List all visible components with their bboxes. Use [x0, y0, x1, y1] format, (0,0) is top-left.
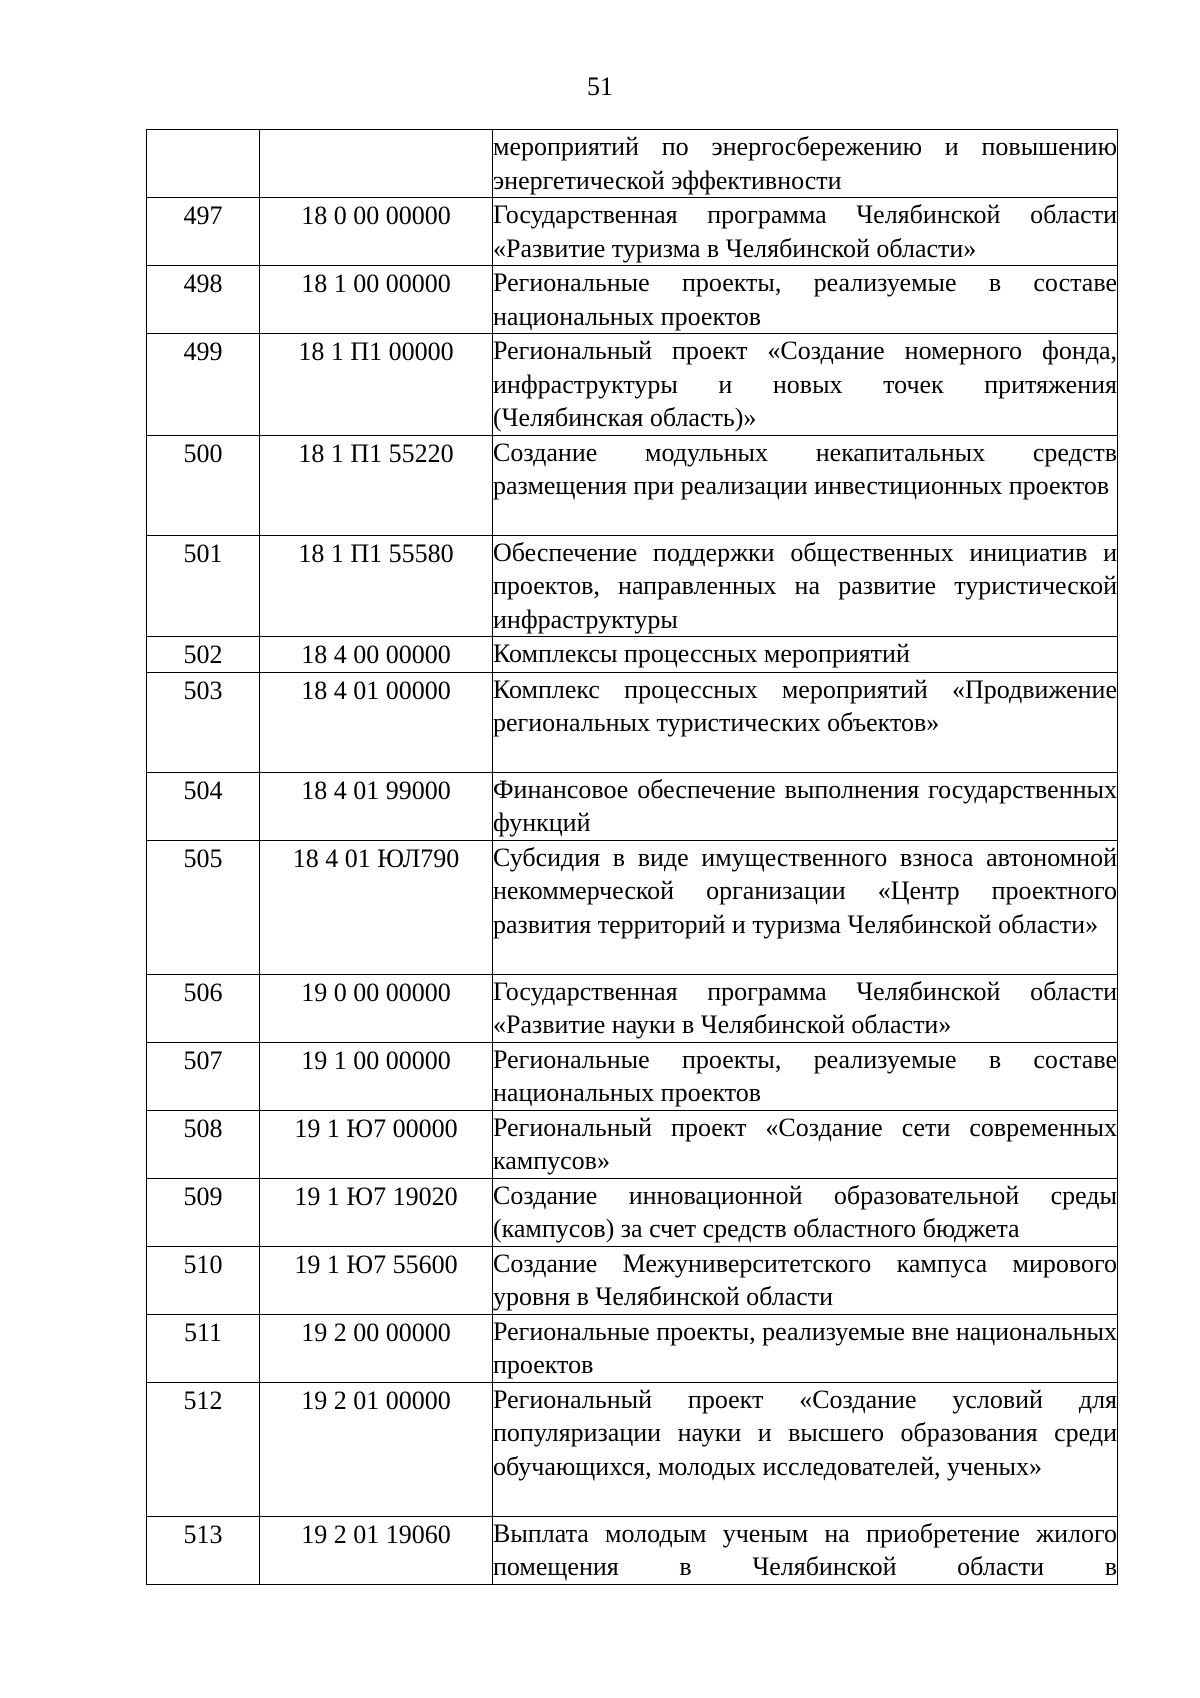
row-number: 506	[183, 977, 223, 1007]
budget-classification-table	[146, 129, 1118, 1585]
row-number-cell	[147, 637, 260, 673]
target-code-cell	[260, 1516, 493, 1584]
item-name: Финансовое обеспечение выполнения государственных функций	[493, 774, 1117, 837]
table-row	[147, 840, 1118, 974]
row-number: 501	[183, 538, 223, 568]
target-code: 18 4 01 00000	[301, 675, 451, 705]
item-name: Создание Межуниверситетского кампуса мирового уровня в Челябинской области	[493, 1248, 1117, 1311]
item-name: Обеспечение поддержки общественных инициатив и проектов, направленных на развитие туристической инфраструктуры	[493, 537, 1117, 634]
item-name: Региональный проект «Создание условий для популяризации науки и высшего образования среди обучающихся, молодых исследователей, ученых»	[493, 1384, 1117, 1481]
item-name: Государственная программа Челябинской области «Развитие туризма в Челябинской области»	[493, 200, 1117, 263]
target-code: 19 1 Ю7 00000	[294, 1113, 458, 1143]
row-number-cell	[147, 672, 260, 772]
table-row	[147, 772, 1118, 840]
row-number-cell	[147, 1516, 260, 1584]
item-name-cell	[493, 435, 1118, 535]
row-number: 497	[183, 201, 223, 230]
item-name: Региональные проекты, реализуемые в составе национальных проектов	[493, 268, 1117, 331]
page-number: 51	[587, 72, 613, 101]
table-row	[147, 435, 1118, 535]
row-number: 511	[183, 1317, 223, 1347]
target-code-cell	[260, 334, 493, 436]
target-code-cell	[260, 266, 493, 334]
target-code-cell	[260, 1178, 493, 1246]
item-name-cell	[493, 974, 1118, 1042]
item-name-cell	[493, 266, 1118, 334]
target-code-cell	[260, 130, 493, 198]
item-name: Комплексы процессных мероприятий	[493, 639, 910, 668]
row-number: 498	[183, 269, 223, 298]
item-name-cell	[493, 1178, 1118, 1246]
row-number-cell	[147, 840, 260, 974]
item-name-cell	[493, 672, 1118, 772]
target-code: 18 1 П1 55220	[298, 438, 454, 468]
item-name: Региональные проекты, реализуемые в составе национальных проектов	[493, 1044, 1117, 1107]
row-number: 513	[183, 1519, 223, 1549]
target-code: 18 0 00 00000	[301, 201, 451, 230]
table-row	[147, 1178, 1118, 1246]
row-number: 512	[183, 1385, 223, 1415]
target-code-cell	[260, 637, 493, 673]
row-number-cell	[147, 1110, 260, 1178]
item-name: Государственная программа Челябинской области «Развитие науки в Челябинской области»	[493, 976, 1117, 1039]
target-code-cell	[260, 840, 493, 974]
target-code	[260, 130, 492, 131]
table-row	[147, 974, 1118, 1042]
item-name-cell	[493, 1042, 1118, 1110]
table-row	[147, 198, 1118, 266]
target-code-cell	[260, 435, 493, 535]
row-number-cell	[147, 535, 260, 637]
target-code-cell	[260, 1042, 493, 1110]
table-row	[147, 1382, 1118, 1516]
target-code: 19 1 00 00000	[301, 1045, 451, 1075]
target-code-cell	[260, 1382, 493, 1516]
item-name: Региональный проект «Создание сети современных кампусов»	[493, 1112, 1117, 1175]
row-number-cell	[147, 435, 260, 535]
table-row	[147, 1516, 1118, 1584]
row-number: 508	[183, 1113, 223, 1143]
target-code: 18 1 П1 55580	[298, 538, 454, 568]
item-name-cell	[493, 1246, 1118, 1314]
item-name-cell	[493, 198, 1118, 266]
target-code-cell	[260, 1314, 493, 1382]
item-name-cell	[493, 840, 1118, 974]
target-code-cell	[260, 1110, 493, 1178]
row-number-cell	[147, 266, 260, 334]
target-code: 18 4 01 ЮЛ790	[292, 843, 460, 873]
target-code-cell	[260, 974, 493, 1042]
target-code: 19 2 00 00000	[301, 1317, 451, 1347]
target-code: 19 2 01 19060	[301, 1519, 451, 1549]
target-code: 18 4 00 00000	[301, 640, 451, 669]
item-name: Региональный проект «Создание номерного фонда, инфраструктуры и новых точек притяжения (Челябинская область)»	[493, 336, 1117, 432]
table-row	[147, 672, 1118, 772]
table-row	[147, 1314, 1118, 1382]
item-name: Субсидия в виде имущественного взноса автономной некоммерческой организации «Центр проектного развития территорий и туризма Челябинской области»	[493, 842, 1117, 939]
table-row	[147, 1110, 1118, 1178]
row-number: 503	[183, 675, 223, 705]
table-row	[147, 535, 1118, 637]
row-number	[147, 130, 259, 131]
row-number-cell	[147, 130, 260, 198]
item-name-cell	[493, 1314, 1118, 1382]
table-row	[147, 1042, 1118, 1110]
row-number: 509	[183, 1181, 223, 1211]
row-number-cell	[147, 334, 260, 436]
item-name-cell	[493, 535, 1118, 637]
item-name-cell	[493, 637, 1118, 673]
row-number-cell	[147, 772, 260, 840]
target-code: 18 4 01 99000	[301, 775, 451, 805]
item-name-cell	[493, 1516, 1118, 1584]
item-name-cell	[493, 334, 1118, 436]
target-code: 19 1 Ю7 55600	[294, 1249, 458, 1279]
target-code-cell	[260, 535, 493, 637]
row-number-cell	[147, 1042, 260, 1110]
item-name: Выплата молодым ученым на приобретение жилого помещения в Челябинской области в	[493, 1518, 1117, 1581]
item-name: Создание инновационной образовательной среды (кампусов) за счет средств областного бюджета	[493, 1180, 1117, 1243]
table-row	[147, 1246, 1118, 1314]
row-number-cell	[147, 1178, 260, 1246]
target-code-cell	[260, 672, 493, 772]
row-number-cell	[147, 198, 260, 266]
table-row	[147, 266, 1118, 334]
row-number: 502	[183, 640, 223, 669]
table-row	[147, 130, 1118, 198]
item-name-cell	[493, 1382, 1118, 1516]
row-number-cell	[147, 1382, 260, 1516]
target-code-cell	[260, 1246, 493, 1314]
table-row	[147, 637, 1118, 673]
target-code-cell	[260, 772, 493, 840]
item-name: мероприятий по энергосбережению и повышению энергетической эффективности	[493, 132, 1117, 195]
target-code-cell	[260, 198, 493, 266]
row-number-cell	[147, 1246, 260, 1314]
target-code: 19 2 01 00000	[301, 1385, 451, 1415]
item-name-cell	[493, 130, 1118, 198]
item-name: Создание модульных некапитальных средств размещения при реализации инвестиционных проектов	[493, 437, 1117, 500]
row-number: 500	[183, 438, 223, 468]
table-body	[147, 130, 1118, 1585]
target-code: 19 0 00 00000	[301, 977, 451, 1007]
item-name: Комплекс процессных мероприятий «Продвижение региональных туристических объектов»	[493, 674, 1117, 737]
row-number: 504	[183, 775, 223, 805]
row-number: 499	[183, 337, 223, 366]
target-code: 18 1 П1 00000	[298, 337, 454, 366]
row-number-cell	[147, 1314, 260, 1382]
table-row	[147, 334, 1118, 436]
row-number-cell	[147, 974, 260, 1042]
row-number: 505	[183, 843, 223, 873]
item-name: Региональные проекты, реализуемые вне национальных проектов	[493, 1316, 1117, 1379]
item-name-cell	[493, 1110, 1118, 1178]
target-code: 19 1 Ю7 19020	[294, 1181, 458, 1211]
target-code: 18 1 00 00000	[301, 269, 451, 298]
row-number: 510	[183, 1249, 223, 1279]
item-name-cell	[493, 772, 1118, 840]
row-number: 507	[183, 1045, 223, 1075]
